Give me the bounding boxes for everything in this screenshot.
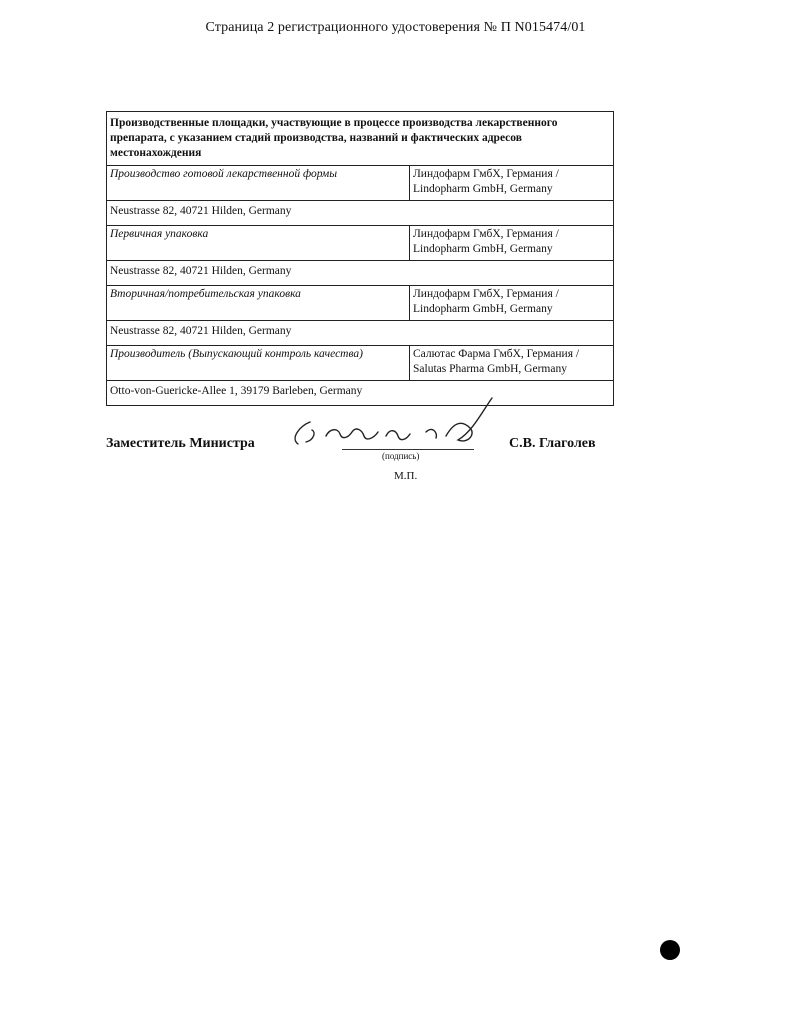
organization-ru: Салютас Фарма ГмбХ, Германия /: [413, 348, 580, 360]
table-row: [107, 201, 614, 226]
stage-cell: Вторичная/потребительская упаковка: [107, 286, 410, 321]
stamp-label: М.П.: [394, 470, 418, 482]
organization-en: Lindopharm GmbH, Germany: [413, 183, 553, 195]
signature-caption: (подпись): [382, 451, 420, 461]
organization-cell: [410, 226, 614, 261]
organization-en: Lindopharm GmbH, Germany: [413, 243, 553, 255]
signer-position: Заместитель Министра: [106, 436, 255, 451]
table-row: [107, 286, 614, 321]
organization-ru: Линдофарм ГмбХ, Германия /: [413, 168, 559, 180]
address-cell: Neustrasse 82, 40721 Hilden, Germany: [107, 321, 614, 346]
signer-name: С.В. Глаголев: [509, 436, 596, 451]
organization-cell: [410, 346, 614, 381]
stage-cell: Первичная упаковка: [107, 226, 410, 261]
production-sites-table: [106, 111, 614, 406]
organization-en: Lindopharm GmbH, Germany: [413, 303, 553, 315]
signature-block: [106, 392, 616, 492]
table-row: [107, 346, 614, 381]
table-row: [107, 166, 614, 201]
table-row: [107, 321, 614, 346]
organization-ru: Линдофарм ГмбХ, Германия /: [413, 288, 559, 300]
stage-cell: Производитель (Выпускающий контроль качества): [107, 346, 410, 381]
signature-line: [342, 449, 474, 450]
organization-cell: [410, 286, 614, 321]
address-cell: Otto-von-Guericke-Allee 1, 39179 Barleben, Germany: [107, 381, 614, 406]
black-dot-mark: [660, 940, 680, 960]
table-title: Производственные площадки, участвующие в процессе производства лекарственного препарата, с указанием стадий производства, названий и фактических адресов местонахождения: [107, 112, 614, 166]
organization-ru: Линдофарм ГмбХ, Германия /: [413, 228, 559, 240]
handwritten-signature: [286, 392, 506, 452]
stage-cell: Производство готовой лекарственной формы: [107, 166, 410, 201]
table-row: [107, 261, 614, 286]
address-cell: Neustrasse 82, 40721 Hilden, Germany: [107, 261, 614, 286]
table-title-row: [107, 112, 614, 166]
organization-en: Salutas Pharma GmbH, Germany: [413, 363, 567, 375]
address-cell: Neustrasse 82, 40721 Hilden, Germany: [107, 201, 614, 226]
page-header: Страница 2 регистрационного удостоверения № П N015474/01: [205, 20, 586, 35]
table-row: [107, 226, 614, 261]
organization-cell: [410, 166, 614, 201]
